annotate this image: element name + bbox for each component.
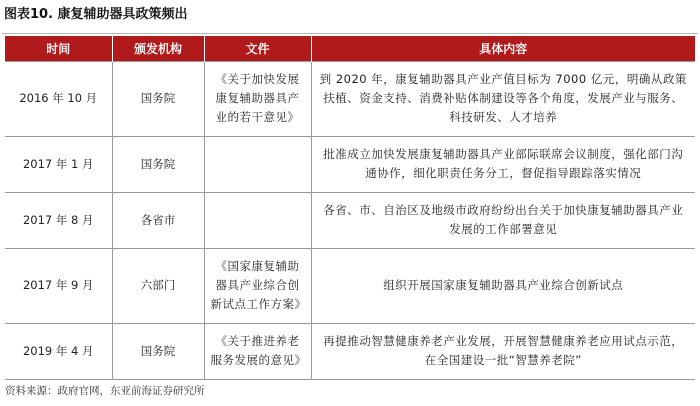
cell-document — [204, 136, 311, 192]
cell-agency: 各省市 — [112, 192, 204, 248]
source-note: 资料来源：政府官网，东亚前海证券研究所 — [5, 385, 205, 397]
title-divider — [2, 33, 698, 34]
cell-document: 《关于推进养老服务发展的意见》 — [204, 323, 311, 379]
cell-time: 2016 年 10 月 — [5, 61, 112, 136]
figure-title: 图表10. 康复辅助器具政策频出 — [4, 7, 188, 22]
table-row — [5, 136, 695, 192]
column-header-document: 文件 — [204, 36, 311, 61]
cell-agency: 国务院 — [112, 323, 204, 379]
cell-agency: 六部门 — [112, 248, 204, 323]
cell-document — [204, 192, 311, 248]
policy-table — [5, 36, 695, 380]
table-row — [5, 192, 695, 248]
cell-content: 批准成立加快发展康复辅助器具产业部际联席会议制度，强化部门沟通协作，细化职责任务分工，督促指导跟踪落实情况 — [311, 136, 695, 192]
cell-content: 各省、市、自治区及地级市政府纷纷出台关于加快康复辅助器具产业发展的工作部署意见 — [311, 192, 695, 248]
table-row — [5, 61, 695, 136]
cell-time: 2017 年 9 月 — [5, 248, 112, 323]
cell-time: 2019 年 4 月 — [5, 323, 112, 379]
table-header-row — [5, 36, 695, 61]
cell-content: 再提推动智慧健康养老产业发展，开展智慧健康养老应用试点示范，在全国建设一批“智慧养老院” — [311, 323, 695, 379]
cell-content: 到 2020 年，康复辅助器具产业产值目标为 7000 亿元，明确从政策扶植、资金支持、消费补贴体制建设等各个角度，发展产业与服务、科技研发、人才培养 — [311, 61, 695, 136]
column-header-agency: 颁发机构 — [112, 36, 204, 61]
cell-time: 2017 年 1 月 — [5, 136, 112, 192]
cell-document: 《国家康复辅助器具产业综合创新试点工作方案》 — [204, 248, 311, 323]
cell-time: 2017 年 8 月 — [5, 192, 112, 248]
cell-content: 组织开展国家康复辅助器具产业综合创新试点 — [311, 248, 695, 323]
cell-agency: 国务院 — [112, 136, 204, 192]
column-header-content: 具体内容 — [311, 36, 695, 61]
table-row — [5, 248, 695, 323]
cell-agency: 国务院 — [112, 61, 204, 136]
cell-document: 《关于加快发展康复辅助器具产业的若干意见》 — [204, 61, 311, 136]
table-row — [5, 323, 695, 379]
column-header-time: 时间 — [46, 41, 71, 56]
